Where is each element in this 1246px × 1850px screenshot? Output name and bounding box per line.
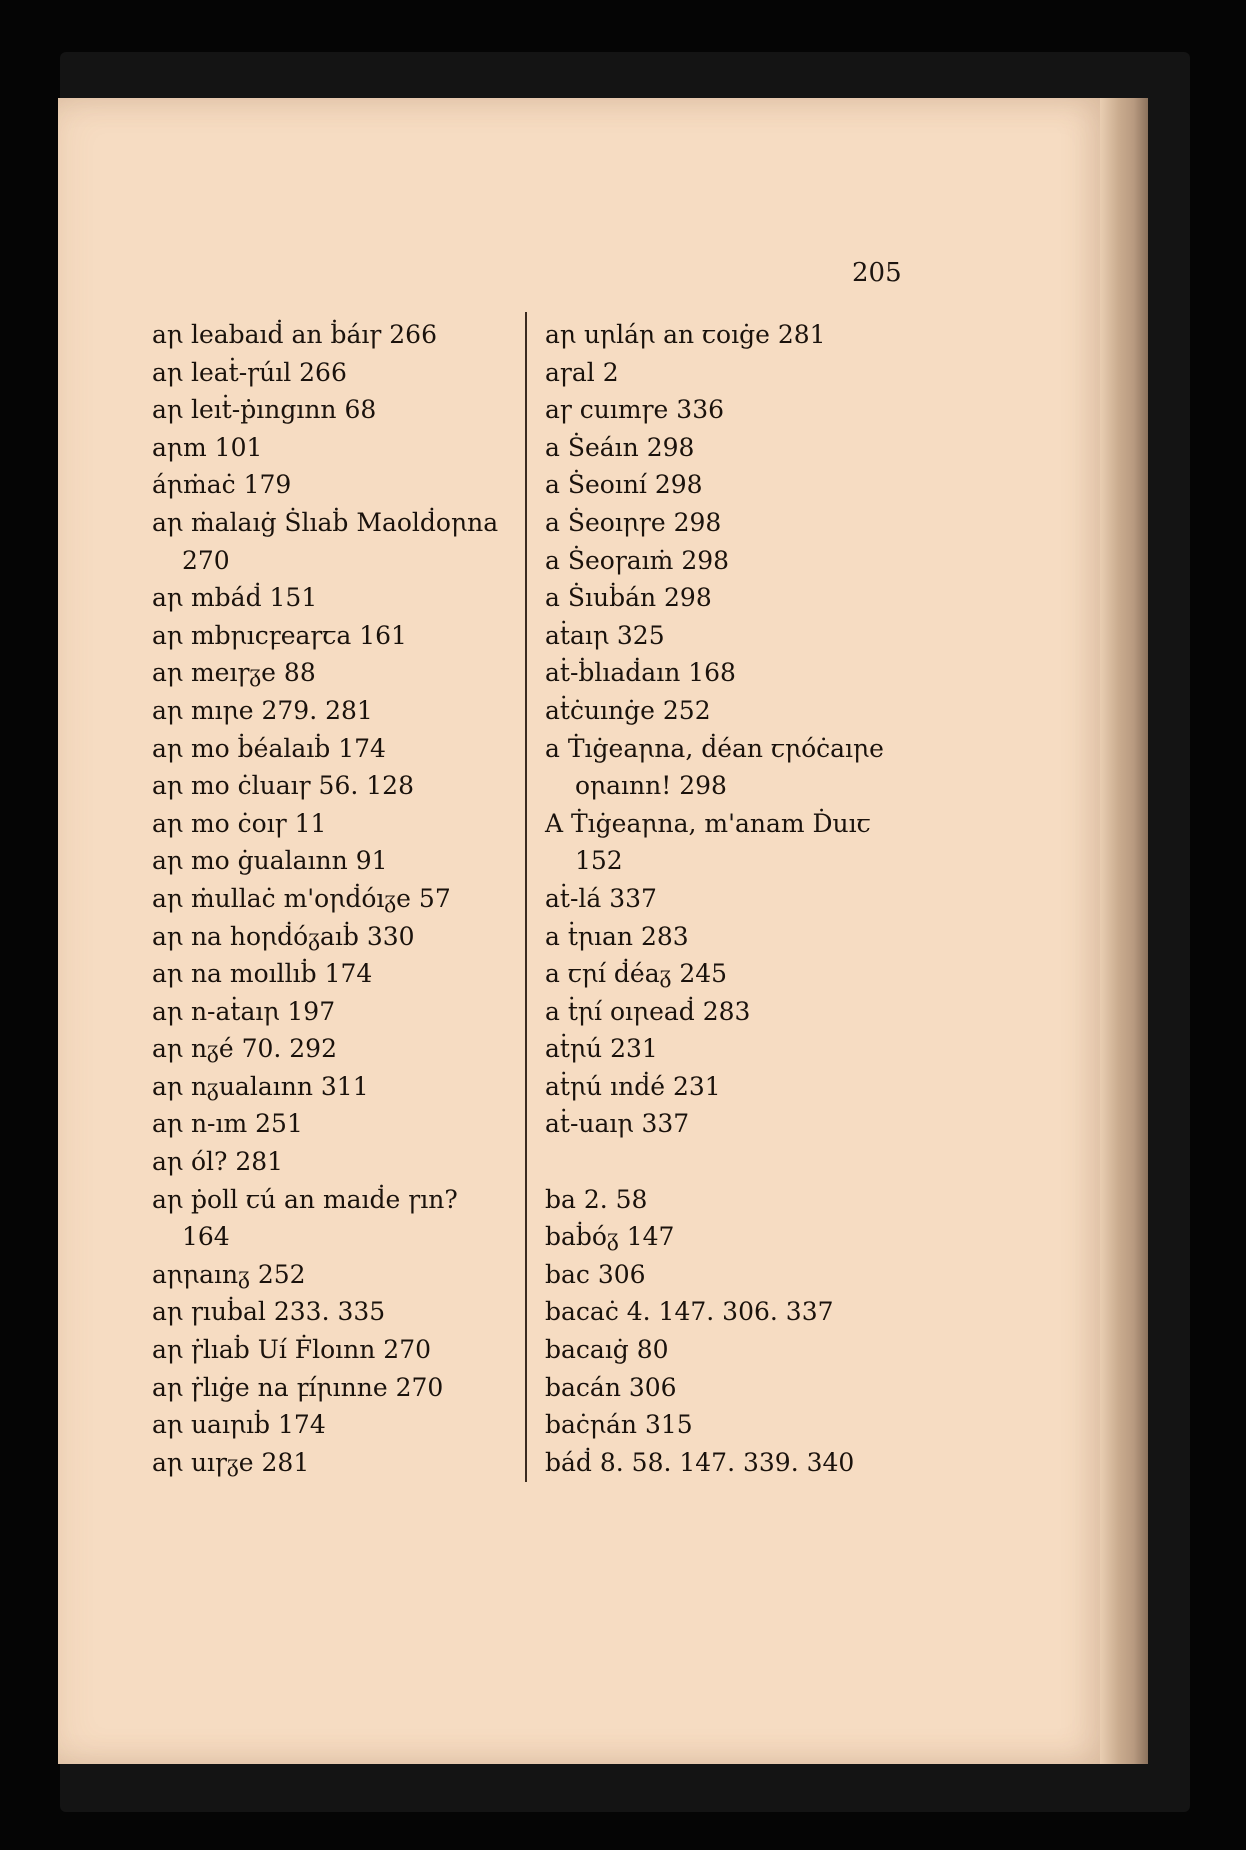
index-entry: a ṫꞃıan 283 bbox=[545, 921, 689, 951]
index-entry: aꞃ nᵹualaınn 311 bbox=[152, 1071, 369, 1101]
index-entry: báḋ 8. 58. 147. 339. 340 bbox=[545, 1447, 855, 1477]
index-entry: aꞃ leabaıḋ an ḃáıꞅ 266 bbox=[152, 320, 437, 349]
index-entry: bac 306 bbox=[545, 1259, 646, 1289]
index-entry: aꞃ ꞅ̇lıġe na ꝼíꞃınne 270 bbox=[152, 1372, 444, 1402]
index-entry: baḃóᵹ 147 bbox=[545, 1222, 675, 1252]
entry-spacer bbox=[545, 1143, 945, 1181]
index-entry: aꞃ nᵹé 70. 292 bbox=[152, 1034, 337, 1064]
index-entry: a Ṡeáın 298 bbox=[545, 432, 695, 462]
index-entry: aꞃ mıꞃe 279. 281 bbox=[152, 695, 373, 725]
index-entry: aꞃ mbꞃıcꝼeaꞅꞇa 161 bbox=[152, 620, 407, 650]
index-entry: baċꞃán 315 bbox=[545, 1410, 693, 1440]
index-entry: aꞅ cuımꞅe 336 bbox=[545, 395, 725, 425]
page-number: 205 bbox=[852, 258, 902, 288]
index-entry: aṫꞃú ınḋé 231 bbox=[545, 1071, 721, 1101]
index-entry: aꞃ mo ċluaıꞅ 56. 128 bbox=[152, 771, 414, 801]
index-entry: a Ṡeoıꞃꞅe 298 bbox=[545, 507, 722, 537]
index-entry: aṫ-uaıꞃ 337 bbox=[545, 1109, 690, 1139]
index-entry: aꞃ ṁullaċ m'oꞃḋóıᵹe 57 bbox=[152, 883, 451, 913]
index-entry: aṫꞃú 231 bbox=[545, 1034, 658, 1064]
index-entry: aꞃ n-aṫaıꞃ 197 bbox=[152, 996, 336, 1026]
index-entry: aꞃ ꞅıuḃal 233. 335 bbox=[152, 1297, 386, 1327]
index-entry: 270 bbox=[182, 545, 230, 575]
column-divider bbox=[525, 312, 527, 1482]
index-entry: bacaċ 4. 147. 306. 337 bbox=[545, 1297, 834, 1327]
index-entry: aꞃ leaṫ-ꞅúıl 266 bbox=[152, 357, 347, 387]
index-entry: bacaıġ 80 bbox=[545, 1335, 669, 1365]
index-entry: aꞃm 101 bbox=[152, 432, 263, 462]
index-entry: aꞃ ṗoll ꞇú an maıḋe ꞅın? bbox=[152, 1184, 458, 1214]
index-entry: aꞃ mo ġualaınn 91 bbox=[152, 846, 388, 876]
index-entry: aꞃ n-ım 251 bbox=[152, 1109, 303, 1139]
index-column-left bbox=[152, 316, 552, 1481]
index-entry: aꞃ uꞃláꞃ an ꞇoıġe 281 bbox=[545, 320, 826, 349]
index-entry: áꞃṁaċ 179 bbox=[152, 470, 292, 500]
index-entry: a ṫꞃí oıꞃeaḋ 283 bbox=[545, 996, 751, 1026]
index-entry: aꞃ ól? 281 bbox=[152, 1147, 284, 1177]
index-entry: aꞃ mbáḋ 151 bbox=[152, 583, 318, 613]
index-entry: aꞃ na hoꞃḋóᵹaıḃ 330 bbox=[152, 921, 415, 951]
index-entry: aꞅal 2 bbox=[545, 357, 619, 387]
index-entry: aṫaıꞃ 325 bbox=[545, 620, 665, 650]
index-entry: a Ṡeoıní 298 bbox=[545, 470, 703, 500]
index-entry: ba 2. 58 bbox=[545, 1184, 648, 1214]
index-entry: 152 bbox=[575, 846, 623, 876]
index-entry: 164 bbox=[182, 1222, 230, 1252]
page-edge bbox=[1100, 98, 1148, 1764]
index-entry: aꞃ mo ḃéalaıḃ 174 bbox=[152, 733, 386, 763]
index-entry: aṫ-lá 337 bbox=[545, 883, 657, 913]
index-entry: aṫ-ḃlıaḋaın 168 bbox=[545, 658, 736, 688]
index-entry: a ꞇꞃí ḋéaᵹ 245 bbox=[545, 959, 728, 989]
index-entry: A Ṫıġeaꞃna, m'anam Ḋuıꞇ bbox=[545, 808, 871, 838]
index-entry: aꞃꞃaınᵹ 252 bbox=[152, 1259, 306, 1289]
index-entry: aꞃ uıꞅᵹe 281 bbox=[152, 1447, 310, 1477]
index-entry: aꞃ uaıꞃıḃ 174 bbox=[152, 1410, 326, 1440]
index-entry: aꞃ na moıllıḃ 174 bbox=[152, 959, 373, 989]
index-entry: aꞃ ꞅ̇lıaḃ Uí Ḟloınn 270 bbox=[152, 1335, 432, 1365]
index-entry: oꞃaınn! 298 bbox=[575, 771, 727, 801]
index-entry: bacán 306 bbox=[545, 1372, 677, 1402]
index-column-right bbox=[545, 316, 945, 1481]
index-entry: aṫċuınġe 252 bbox=[545, 695, 711, 725]
index-entry: aꞃ ṁalaıġ Ṡlıaḃ Maolḋoꞃna bbox=[152, 507, 499, 537]
index-entry: aꞃ meıꞅᵹe 88 bbox=[152, 658, 316, 688]
index-entry: aꞃ mo ċoıꞅ 11 bbox=[152, 808, 327, 838]
index-entry: a Ṫıġeaꞃna, ḋéan ꞇꞃóċaıꞃe bbox=[545, 733, 884, 763]
index-entry: aꞃ leıṫ-ṗıngınn 68 bbox=[152, 395, 377, 425]
index-entry: a Ṡıuḃán 298 bbox=[545, 583, 712, 613]
index-entry: a Ṡeoꞅaıṁ 298 bbox=[545, 545, 730, 575]
